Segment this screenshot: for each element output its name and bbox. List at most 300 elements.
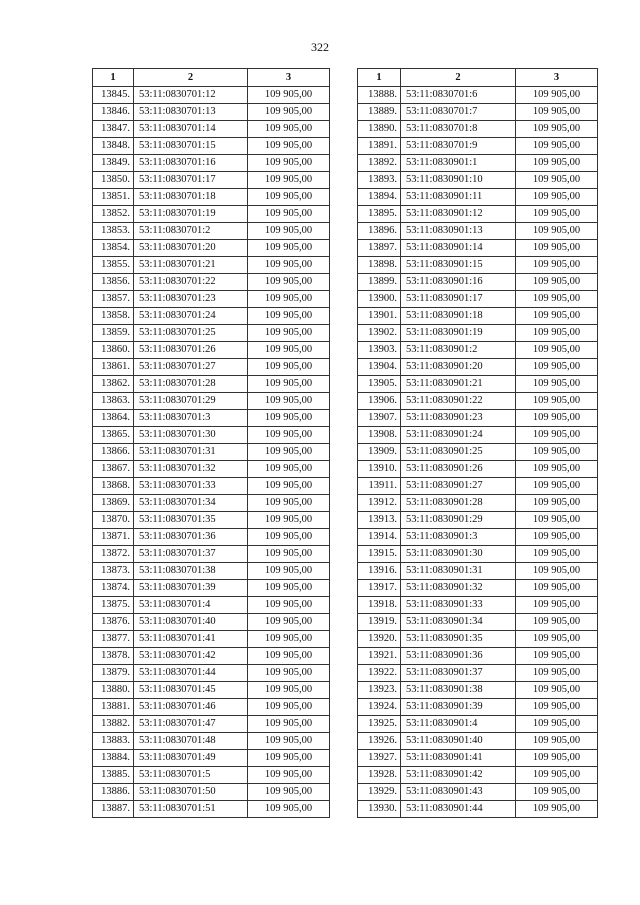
value-cell: 109 905,00: [516, 291, 598, 308]
table-row: [93, 104, 330, 121]
row-number-cell: 13900.: [358, 291, 401, 308]
row-number-cell: 13918.: [358, 597, 401, 614]
value-cell: 109 905,00: [516, 172, 598, 189]
table-row: [358, 614, 598, 631]
value-cell: 109 905,00: [248, 767, 330, 784]
value-cell: 109 905,00: [248, 155, 330, 172]
cadastral-number-cell: 53:11:0830701:15: [134, 138, 248, 155]
table-row: [93, 189, 330, 206]
table-row: [358, 138, 598, 155]
cadastral-number-cell: 53:11:0830701:34: [134, 495, 248, 512]
row-number-cell: 13910.: [358, 461, 401, 478]
cadastral-number-cell: 53:11:0830901:35: [401, 631, 516, 648]
cadastral-number-cell: 53:11:0830701:2: [134, 223, 248, 240]
cadastral-number-cell: 53:11:0830901:41: [401, 750, 516, 767]
cadastral-number-cell: 53:11:0830701:31: [134, 444, 248, 461]
row-number-cell: 13859.: [93, 325, 134, 342]
row-number-cell: 13845.: [93, 87, 134, 104]
table-row: [358, 376, 598, 393]
value-cell: 109 905,00: [516, 427, 598, 444]
cadastral-number-cell: 53:11:0830901:28: [401, 495, 516, 512]
value-cell: 109 905,00: [248, 359, 330, 376]
table-row: [93, 648, 330, 665]
cadastral-number-cell: 53:11:0830901:23: [401, 410, 516, 427]
cadastral-number-cell: 53:11:0830701:39: [134, 580, 248, 597]
value-cell: 109 905,00: [248, 648, 330, 665]
cadastral-number-cell: 53:11:0830701:44: [134, 665, 248, 682]
cadastral-number-cell: 53:11:0830901:22: [401, 393, 516, 410]
page-number: 322: [311, 40, 329, 54]
table-row: [358, 478, 598, 495]
value-cell: 109 905,00: [248, 614, 330, 631]
row-number-cell: 13890.: [358, 121, 401, 138]
table-row: [358, 427, 598, 444]
table-row: [358, 223, 598, 240]
value-cell: 109 905,00: [516, 138, 598, 155]
cadastral-number-cell: 53:11:0830701:21: [134, 257, 248, 274]
row-number-cell: 13893.: [358, 172, 401, 189]
cadastral-number-cell: 53:11:0830901:31: [401, 563, 516, 580]
cadastral-number-cell: 53:11:0830701:22: [134, 274, 248, 291]
value-cell: 109 905,00: [248, 257, 330, 274]
row-number-cell: 13883.: [93, 733, 134, 750]
row-number-cell: 13877.: [93, 631, 134, 648]
cadastral-number-cell: 53:11:0830701:4: [134, 597, 248, 614]
value-cell: 109 905,00: [516, 87, 598, 104]
cadastral-number-cell: 53:11:0830701:24: [134, 308, 248, 325]
row-number-cell: 13891.: [358, 138, 401, 155]
row-number-cell: 13880.: [93, 682, 134, 699]
left-table: [92, 68, 330, 818]
cadastral-number-cell: 53:11:0830901:30: [401, 546, 516, 563]
value-cell: 109 905,00: [248, 308, 330, 325]
cadastral-number-cell: 53:11:0830701:26: [134, 342, 248, 359]
row-number-cell: 13871.: [93, 529, 134, 546]
column-header-number: 1: [358, 69, 401, 87]
row-number-cell: 13879.: [93, 665, 134, 682]
value-cell: 109 905,00: [516, 274, 598, 291]
value-cell: 109 905,00: [516, 512, 598, 529]
table-row: [93, 495, 330, 512]
row-number-cell: 13867.: [93, 461, 134, 478]
cadastral-number-cell: 53:11:0830701:47: [134, 716, 248, 733]
row-number-cell: 13855.: [93, 257, 134, 274]
value-cell: 109 905,00: [516, 359, 598, 376]
value-cell: 109 905,00: [248, 223, 330, 240]
row-number-cell: 13892.: [358, 155, 401, 172]
value-cell: 109 905,00: [516, 444, 598, 461]
value-cell: 109 905,00: [248, 240, 330, 257]
cadastral-number-cell: 53:11:0830701:50: [134, 784, 248, 801]
cadastral-number-cell: 53:11:0830901:13: [401, 223, 516, 240]
row-number-cell: 13852.: [93, 206, 134, 223]
table-row: [358, 631, 598, 648]
cadastral-number-cell: 53:11:0830901:40: [401, 733, 516, 750]
table-row: [358, 410, 598, 427]
cadastral-number-cell: 53:11:0830701:27: [134, 359, 248, 376]
value-cell: 109 905,00: [248, 665, 330, 682]
cadastral-number-cell: 53:11:0830901:20: [401, 359, 516, 376]
value-cell: 109 905,00: [248, 580, 330, 597]
right-table: [357, 68, 598, 818]
table-row: [93, 699, 330, 716]
table-row: [93, 563, 330, 580]
row-number-cell: 13922.: [358, 665, 401, 682]
row-number-cell: 13906.: [358, 393, 401, 410]
table-row: [358, 325, 598, 342]
cadastral-number-cell: 53:11:0830701:51: [134, 801, 248, 818]
value-cell: 109 905,00: [516, 563, 598, 580]
table-row: [358, 665, 598, 682]
table-row: [93, 138, 330, 155]
row-number-cell: 13929.: [358, 784, 401, 801]
table-row: [93, 597, 330, 614]
value-cell: 109 905,00: [516, 682, 598, 699]
row-number-cell: 13901.: [358, 308, 401, 325]
column-header-cadastral: 2: [134, 69, 248, 87]
column-header-value: 3: [248, 69, 330, 87]
table-row: [93, 257, 330, 274]
value-cell: 109 905,00: [516, 376, 598, 393]
table-row: [93, 240, 330, 257]
value-cell: 109 905,00: [248, 631, 330, 648]
cadastral-number-cell: 53:11:0830901:34: [401, 614, 516, 631]
cadastral-number-cell: 53:11:0830701:3: [134, 410, 248, 427]
row-number-cell: 13865.: [93, 427, 134, 444]
row-number-cell: 13917.: [358, 580, 401, 597]
cadastral-number-cell: 53:11:0830701:20: [134, 240, 248, 257]
table-row: [358, 104, 598, 121]
value-cell: 109 905,00: [516, 155, 598, 172]
row-number-cell: 13894.: [358, 189, 401, 206]
value-cell: 109 905,00: [516, 308, 598, 325]
table-row: [358, 733, 598, 750]
left-table-body: [93, 87, 330, 818]
table-row: [358, 580, 598, 597]
table-row: [358, 716, 598, 733]
row-number-cell: 13927.: [358, 750, 401, 767]
value-cell: 109 905,00: [248, 410, 330, 427]
value-cell: 109 905,00: [248, 529, 330, 546]
cadastral-number-cell: 53:11:0830701:40: [134, 614, 248, 631]
value-cell: 109 905,00: [248, 206, 330, 223]
table-row: [358, 648, 598, 665]
table-row: [358, 444, 598, 461]
row-number-cell: 13851.: [93, 189, 134, 206]
table-row: [358, 750, 598, 767]
row-number-cell: 13858.: [93, 308, 134, 325]
value-cell: 109 905,00: [248, 750, 330, 767]
row-number-cell: 13862.: [93, 376, 134, 393]
value-cell: 109 905,00: [516, 342, 598, 359]
table-row: [358, 393, 598, 410]
table-row: [358, 767, 598, 784]
table-row: [93, 631, 330, 648]
row-number-cell: 13846.: [93, 104, 134, 121]
value-cell: 109 905,00: [248, 699, 330, 716]
table-row: [93, 121, 330, 138]
table-row: [358, 172, 598, 189]
cadastral-number-cell: 53:11:0830901:33: [401, 597, 516, 614]
table-row: [93, 393, 330, 410]
value-cell: 109 905,00: [516, 580, 598, 597]
table-row: [93, 410, 330, 427]
table-row: [93, 342, 330, 359]
value-cell: 109 905,00: [516, 461, 598, 478]
table-header-row: [358, 69, 598, 87]
value-cell: 109 905,00: [516, 325, 598, 342]
value-cell: 109 905,00: [516, 631, 598, 648]
row-number-cell: 13930.: [358, 801, 401, 818]
cadastral-number-cell: 53:11:0830901:17: [401, 291, 516, 308]
table-row: [358, 461, 598, 478]
value-cell: 109 905,00: [516, 240, 598, 257]
cadastral-number-cell: 53:11:0830701:48: [134, 733, 248, 750]
row-number-cell: 13928.: [358, 767, 401, 784]
value-cell: 109 905,00: [248, 682, 330, 699]
table-row: [358, 359, 598, 376]
cadastral-number-cell: 53:11:0830701:12: [134, 87, 248, 104]
row-number-cell: 13848.: [93, 138, 134, 155]
value-cell: 109 905,00: [248, 563, 330, 580]
table-row: [93, 461, 330, 478]
table-row: [93, 767, 330, 784]
value-cell: 109 905,00: [248, 376, 330, 393]
row-number-cell: 13885.: [93, 767, 134, 784]
value-cell: 109 905,00: [248, 512, 330, 529]
row-number-cell: 13912.: [358, 495, 401, 512]
row-number-cell: 13926.: [358, 733, 401, 750]
table-row: [358, 784, 598, 801]
cadastral-number-cell: 53:11:0830701:7: [401, 104, 516, 121]
table-row: [93, 546, 330, 563]
row-number-cell: 13916.: [358, 563, 401, 580]
row-number-cell: 13872.: [93, 546, 134, 563]
cadastral-number-cell: 53:11:0830701:33: [134, 478, 248, 495]
cadastral-number-cell: 53:11:0830701:36: [134, 529, 248, 546]
row-number-cell: 13923.: [358, 682, 401, 699]
cadastral-number-cell: 53:11:0830701:9: [401, 138, 516, 155]
table-row: [93, 325, 330, 342]
value-cell: 109 905,00: [248, 427, 330, 444]
cadastral-number-cell: 53:11:0830701:46: [134, 699, 248, 716]
value-cell: 109 905,00: [516, 546, 598, 563]
cadastral-number-cell: 53:11:0830701:19: [134, 206, 248, 223]
cadastral-number-cell: 53:11:0830901:26: [401, 461, 516, 478]
cadastral-number-cell: 53:11:0830901:25: [401, 444, 516, 461]
table-row: [93, 206, 330, 223]
cadastral-number-cell: 53:11:0830901:16: [401, 274, 516, 291]
value-cell: 109 905,00: [248, 121, 330, 138]
row-number-cell: 13856.: [93, 274, 134, 291]
table-row: [93, 614, 330, 631]
row-number-cell: 13899.: [358, 274, 401, 291]
value-cell: 109 905,00: [248, 597, 330, 614]
row-number-cell: 13854.: [93, 240, 134, 257]
table-row: [93, 784, 330, 801]
table-row: [358, 308, 598, 325]
row-number-cell: 13888.: [358, 87, 401, 104]
cadastral-number-cell: 53:11:0830901:14: [401, 240, 516, 257]
row-number-cell: 13887.: [93, 801, 134, 818]
value-cell: 109 905,00: [516, 750, 598, 767]
row-number-cell: 13895.: [358, 206, 401, 223]
table-row: [358, 257, 598, 274]
table-row: [93, 359, 330, 376]
value-cell: 109 905,00: [248, 801, 330, 818]
row-number-cell: 13913.: [358, 512, 401, 529]
cadastral-number-cell: 53:11:0830901:12: [401, 206, 516, 223]
value-cell: 109 905,00: [248, 444, 330, 461]
table-row: [358, 240, 598, 257]
value-cell: 109 905,00: [248, 291, 330, 308]
cadastral-number-cell: 53:11:0830701:25: [134, 325, 248, 342]
row-number-cell: 13889.: [358, 104, 401, 121]
row-number-cell: 13847.: [93, 121, 134, 138]
value-cell: 109 905,00: [516, 206, 598, 223]
cadastral-number-cell: 53:11:0830701:32: [134, 461, 248, 478]
cadastral-number-cell: 53:11:0830901:3: [401, 529, 516, 546]
table-row: [93, 308, 330, 325]
cadastral-number-cell: 53:11:0830901:32: [401, 580, 516, 597]
row-number-cell: 13897.: [358, 240, 401, 257]
table-row: [93, 716, 330, 733]
value-cell: 109 905,00: [516, 716, 598, 733]
table-row: [93, 750, 330, 767]
value-cell: 109 905,00: [516, 393, 598, 410]
cadastral-number-cell: 53:11:0830701:49: [134, 750, 248, 767]
value-cell: 109 905,00: [248, 87, 330, 104]
cadastral-number-cell: 53:11:0830701:18: [134, 189, 248, 206]
cadastral-number-cell: 53:11:0830701:30: [134, 427, 248, 444]
table-header-row: [93, 69, 330, 87]
table-row: [93, 733, 330, 750]
row-number-cell: 13868.: [93, 478, 134, 495]
value-cell: 109 905,00: [248, 274, 330, 291]
cadastral-number-cell: 53:11:0830701:35: [134, 512, 248, 529]
row-number-cell: 13850.: [93, 172, 134, 189]
row-number-cell: 13924.: [358, 699, 401, 716]
row-number-cell: 13882.: [93, 716, 134, 733]
table-row: [93, 376, 330, 393]
right-table-body: [358, 87, 598, 818]
table-row: [358, 189, 598, 206]
row-number-cell: 13907.: [358, 410, 401, 427]
cadastral-number-cell: 53:11:0830901:1: [401, 155, 516, 172]
row-number-cell: 13869.: [93, 495, 134, 512]
value-cell: 109 905,00: [516, 223, 598, 240]
value-cell: 109 905,00: [516, 189, 598, 206]
value-cell: 109 905,00: [248, 342, 330, 359]
value-cell: 109 905,00: [248, 325, 330, 342]
cadastral-number-cell: 53:11:0830701:28: [134, 376, 248, 393]
row-number-cell: 13881.: [93, 699, 134, 716]
table-row: [93, 274, 330, 291]
value-cell: 109 905,00: [516, 801, 598, 818]
table-row: [358, 682, 598, 699]
cadastral-number-cell: 53:11:0830901:42: [401, 767, 516, 784]
cadastral-number-cell: 53:11:0830701:17: [134, 172, 248, 189]
cadastral-number-cell: 53:11:0830901:11: [401, 189, 516, 206]
row-number-cell: 13878.: [93, 648, 134, 665]
value-cell: 109 905,00: [516, 699, 598, 716]
cadastral-number-cell: 53:11:0830901:38: [401, 682, 516, 699]
row-number-cell: 13902.: [358, 325, 401, 342]
cadastral-number-cell: 53:11:0830901:24: [401, 427, 516, 444]
cadastral-number-cell: 53:11:0830901:37: [401, 665, 516, 682]
value-cell: 109 905,00: [516, 410, 598, 427]
cadastral-number-cell: 53:11:0830701:29: [134, 393, 248, 410]
value-cell: 109 905,00: [248, 189, 330, 206]
row-number-cell: 13911.: [358, 478, 401, 495]
row-number-cell: 13915.: [358, 546, 401, 563]
table-row: [358, 495, 598, 512]
table-row: [93, 444, 330, 461]
cadastral-number-cell: 53:11:0830901:2: [401, 342, 516, 359]
row-number-cell: 13904.: [358, 359, 401, 376]
table-row: [358, 699, 598, 716]
row-number-cell: 13886.: [93, 784, 134, 801]
table-row: [358, 274, 598, 291]
value-cell: 109 905,00: [516, 733, 598, 750]
cadastral-number-cell: 53:11:0830701:6: [401, 87, 516, 104]
column-header-number: 1: [93, 69, 134, 87]
row-number-cell: 13866.: [93, 444, 134, 461]
table-row: [93, 291, 330, 308]
value-cell: 109 905,00: [248, 138, 330, 155]
table-row: [93, 512, 330, 529]
cadastral-number-cell: 53:11:0830901:27: [401, 478, 516, 495]
value-cell: 109 905,00: [516, 478, 598, 495]
table-row: [93, 801, 330, 818]
cadastral-number-cell: 53:11:0830701:13: [134, 104, 248, 121]
row-number-cell: 13919.: [358, 614, 401, 631]
row-number-cell: 13920.: [358, 631, 401, 648]
value-cell: 109 905,00: [516, 648, 598, 665]
value-cell: 109 905,00: [516, 121, 598, 138]
cadastral-number-cell: 53:11:0830701:14: [134, 121, 248, 138]
cadastral-number-cell: 53:11:0830701:16: [134, 155, 248, 172]
table-row: [93, 665, 330, 682]
cadastral-number-cell: 53:11:0830901:29: [401, 512, 516, 529]
value-cell: 109 905,00: [248, 393, 330, 410]
row-number-cell: 13857.: [93, 291, 134, 308]
table-row: [358, 546, 598, 563]
value-cell: 109 905,00: [516, 767, 598, 784]
row-number-cell: 13863.: [93, 393, 134, 410]
table-row: [358, 529, 598, 546]
table-row: [93, 427, 330, 444]
value-cell: 109 905,00: [248, 461, 330, 478]
table-row: [93, 478, 330, 495]
row-number-cell: 13849.: [93, 155, 134, 172]
column-header-cadastral: 2: [401, 69, 516, 87]
cadastral-number-cell: 53:11:0830901:21: [401, 376, 516, 393]
value-cell: 109 905,00: [516, 257, 598, 274]
cadastral-number-cell: 53:11:0830701:41: [134, 631, 248, 648]
value-cell: 109 905,00: [516, 665, 598, 682]
cadastral-number-cell: 53:11:0830901:44: [401, 801, 516, 818]
value-cell: 109 905,00: [516, 614, 598, 631]
row-number-cell: 13874.: [93, 580, 134, 597]
row-number-cell: 13909.: [358, 444, 401, 461]
table-row: [93, 529, 330, 546]
cadastral-number-cell: 53:11:0830701:23: [134, 291, 248, 308]
table-row: [358, 512, 598, 529]
row-number-cell: 13896.: [358, 223, 401, 240]
table-row: [358, 155, 598, 172]
table-row: [358, 121, 598, 138]
